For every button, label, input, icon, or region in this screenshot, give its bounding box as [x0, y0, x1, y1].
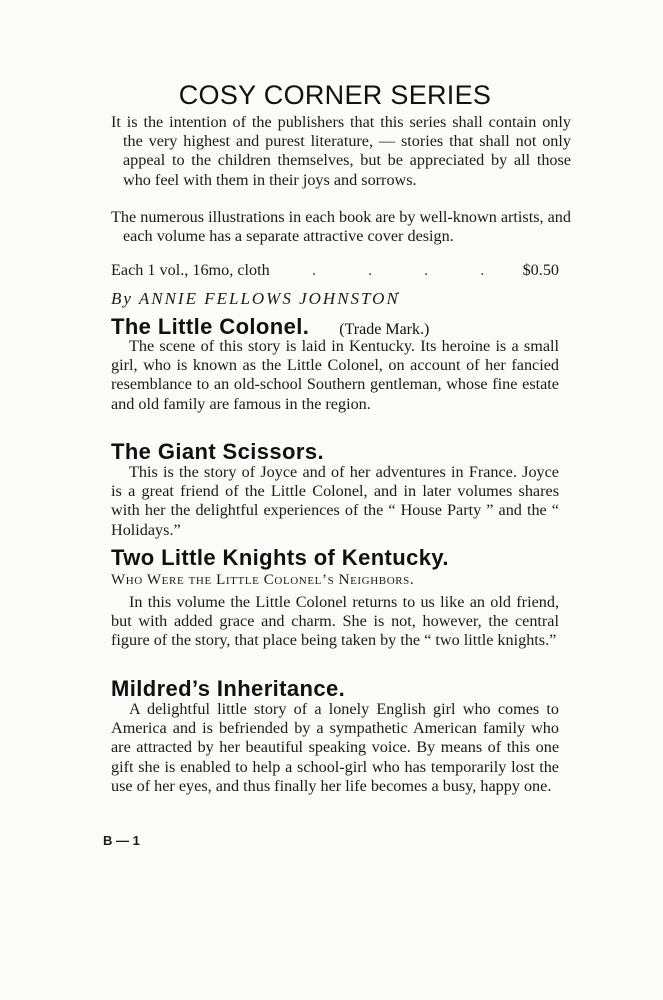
book-description-giant-scissors: This is the story of Joyce and of her adventures in France. Joyce is a great friend of the Little Colonel, and in later volumes shares with her the delightful experiences of the “ House Party ” and the “ Holidays.” — [111, 463, 559, 539]
book-title-giant-scissors: The Giant Scissors. — [111, 439, 325, 464]
book-description-little-colonel: The scene of this story is laid in Kentucky. Its heroine is a small girl, who is known as the Little Colonel, on account of her fancied resemblance to an old-school Southern gentleman, whose fine estate and old family are famous in the region. — [111, 337, 559, 413]
book-title-text: The Little Colonel. — [111, 314, 310, 339]
book-description-two-little-knights: In this volume the Little Colonel returns to us like an old friend, but with added grace and charm. She is not, however, the central figure of the story, that place being taken by the “ two little knights.” — [111, 593, 559, 650]
trade-mark-note: (Trade Mark.) — [339, 321, 430, 338]
intro-paragraph-2: The numerous illustrations in each book are by well-known artists, and each volume has a separate attractive cover design. — [111, 208, 571, 246]
author-line: By ANNIE FELLOWS JOHNSTON — [111, 289, 400, 308]
series-title: COSY CORNER SERIES — [178, 80, 492, 110]
intro-paragraph-1: It is the intention of the publishers that this series shall contain only the very highest and purest literature, — stories that shall not only appeal to the children themselves, but be appreciated by all those who feel with them in their joys and sorrows. — [111, 113, 571, 189]
signature-mark: B — 1 — [103, 833, 140, 848]
price-value: $0.50 — [522, 261, 559, 279]
book-description-mildreds-inheritance: A delightful little story of a lonely English girl who comes to America and is befriended by a sympathetic American family who are attracted by her beautiful speaking voice. By means of this one gift she is enabled to help a school-girl who has temporarily lost the use of her eyes, and thus finally her life becomes a busy, happy one. — [111, 700, 559, 795]
price-leader-dots: . . . . . — [311, 261, 509, 298]
book-title-mildreds-inheritance: Mildred’s Inheritance. — [111, 676, 346, 701]
price-label: Each 1 vol., 16mo, cloth — [111, 261, 270, 279]
book-subtitle-two-little-knights: Who Were the Little Colonel’s Neighbors. — [111, 572, 415, 588]
book-title-two-little-knights: Two Little Knights of Kentucky. — [111, 545, 449, 570]
